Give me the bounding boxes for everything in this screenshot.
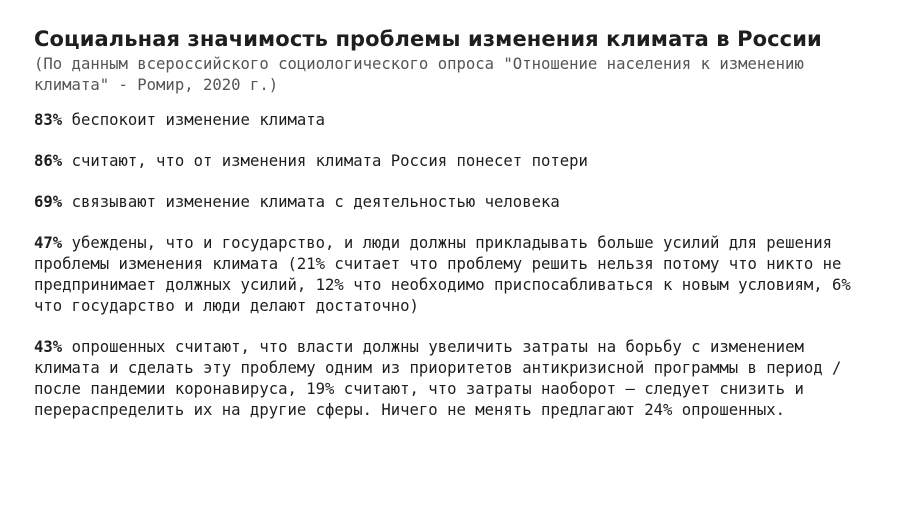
fact-text: убеждены, что и государство, и люди должны прикладывать больше усилий для решения проблемы изменения климата (21% считает что проблему решить нельзя потому что никто не предпринимает должных усилий, 12% что необходимо приспосабливаться к новым условиям, 6% что государство и люди делают достаточно) <box>34 234 851 315</box>
slide-title: Социальная значимость проблемы изменения климата в России <box>34 27 822 51</box>
fact-percent: 43% <box>34 338 63 356</box>
slide <box>34 26 864 441</box>
fact-item <box>34 151 864 172</box>
fact-text: считают, что от изменения климата Россия понесет потери <box>71 152 588 170</box>
fact-percent: 69% <box>34 193 63 211</box>
fact-percent: 83% <box>34 111 63 129</box>
fact-percent: 47% <box>34 234 63 252</box>
fact-percent: 86% <box>34 152 63 170</box>
fact-text: беспокоит изменение климата <box>71 111 326 129</box>
fact-item <box>34 192 864 213</box>
fact-text: связывают изменение климата с деятельностью человека <box>71 193 560 211</box>
fact-item <box>34 110 864 131</box>
slide-subtitle: (По данным всероссийского социологического опроса "Отношение населения к изменению климата" - Ромир, 2020 г.) <box>34 55 804 94</box>
fact-item <box>34 337 864 421</box>
facts-list <box>34 110 864 421</box>
fact-text: опрошенных считают, что власти должны увеличить затраты на борьбу с изменением климата и сделать эту проблему одним из приоритетов антикризисной программы в период / после пандемии коронавируса, 19% считают, что затраты наоборот – следует снизить и перераспределить их на другие сферы. Ничего не менять предлагают 24% опрошенных. <box>34 338 842 419</box>
fact-item <box>34 233 864 317</box>
